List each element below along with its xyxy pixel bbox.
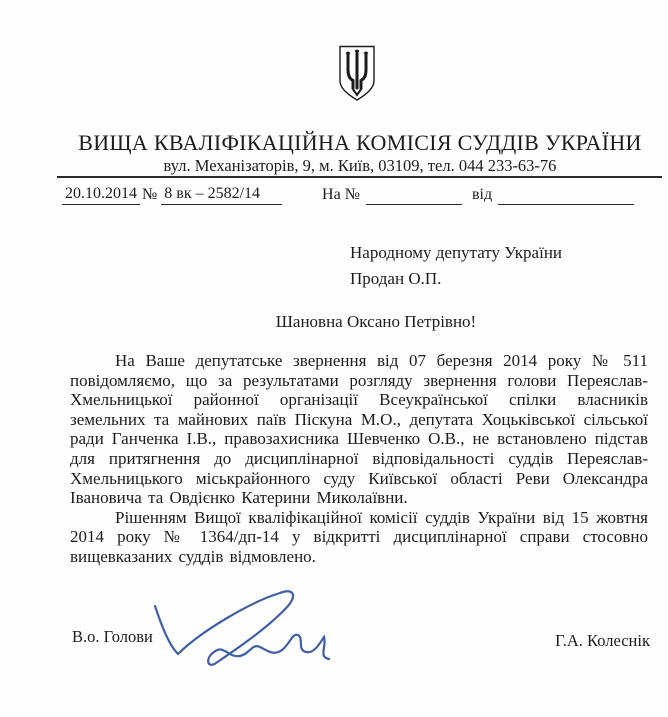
incoming-number-blank bbox=[366, 186, 462, 205]
signer-name: Г.А. Колеснік bbox=[555, 631, 650, 650]
recipient-title: Народному депутату України bbox=[350, 243, 563, 262]
salutation: Шановна Оксано Петрівно! bbox=[275, 312, 477, 331]
letter-body bbox=[70, 351, 648, 567]
outgoing-date: 20.10.2014 bbox=[62, 185, 140, 205]
from-date-label: від bbox=[471, 186, 493, 203]
body-paragraph-1: На Ваше депутатське звернення від 07 березня 2014 року № 511 повідомляємо, що за результатами розгляду звернення голови Переяслав-Хмельницької районної організації Всеукраїнської спілки власників земельних та майнових паїв Піскуна М.О., депутата Хоцьківської сільської ради Ганченка І.В., правозахисника Шевченко О.В., не встановлено підстав для притягнення до дисциплінарної відповідальності суддів Переяслав-Хмельницького міськрайонного суду Київської області Реви Олександра Івановича та Овдієнко Катерини Миколаївни. bbox=[70, 351, 648, 508]
incoming-number-label: На № bbox=[322, 186, 360, 203]
org-name: ВИЩА КВАЛІФІКАЦІЙНА КОМІСІЯ СУДДІВ УКРАЇНИ bbox=[78, 130, 642, 155]
body-paragraph-2: Рішенням Вищої кваліфікаційної комісії суддів України від 15 жовтня 2014 року № 1364/дп-14 у відкритті дисциплінарної справи стосовно вищевказаних суддів відмовлено. bbox=[70, 507, 648, 566]
recipient-block bbox=[350, 240, 562, 292]
number-sign: № bbox=[142, 186, 158, 203]
header-divider bbox=[57, 176, 662, 178]
reference-line bbox=[62, 185, 660, 205]
handwritten-signature bbox=[140, 586, 340, 678]
recipient-name: Продан О.П. bbox=[350, 269, 442, 288]
outgoing-number: 8 вк – 2582/14 bbox=[161, 185, 282, 205]
ukraine-trident-emblem bbox=[337, 45, 377, 102]
from-date-blank bbox=[498, 186, 634, 205]
signer-position-label: В.о. Голови bbox=[72, 627, 153, 646]
org-address: вул. Механізаторів, 9, м. Київ, 03109, тел. 044 233-63-76 bbox=[163, 156, 557, 175]
